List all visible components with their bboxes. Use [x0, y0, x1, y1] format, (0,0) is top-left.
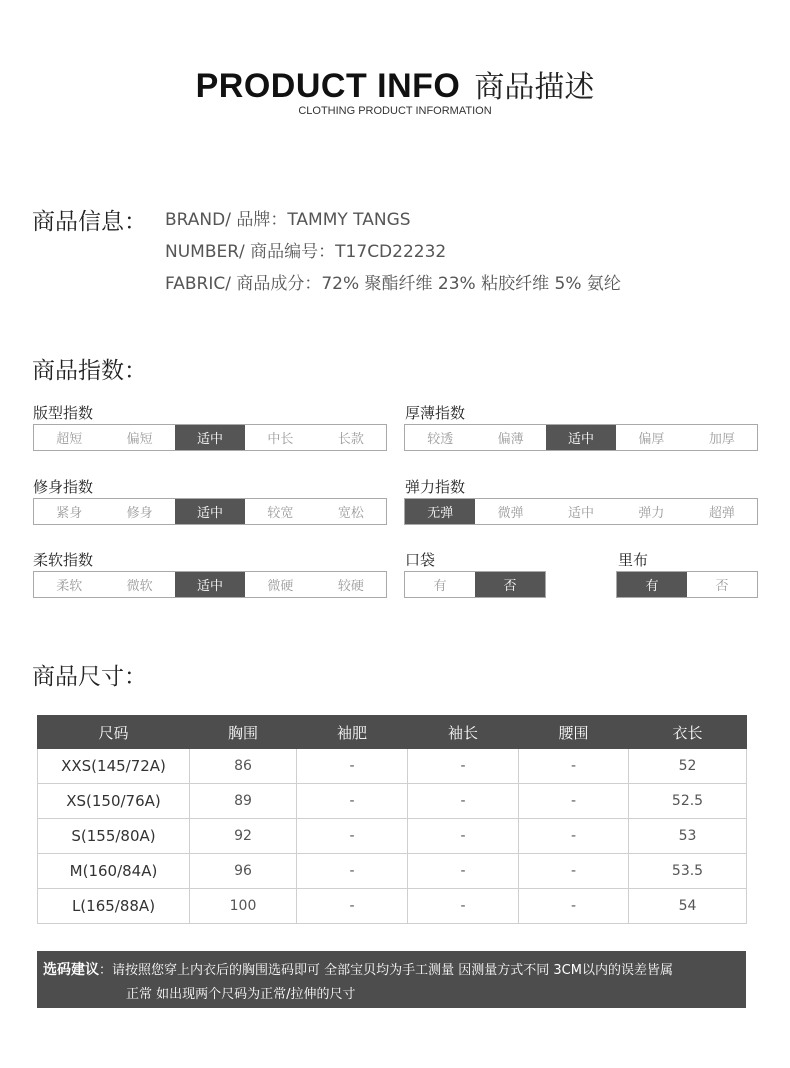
- size-value-cell: -: [408, 854, 519, 889]
- pocket-label: 口袋: [405, 551, 436, 569]
- size-advice-key: 选码建议: [43, 962, 99, 978]
- fit-option: 超短: [56, 432, 83, 447]
- size-advice-note: [37, 951, 746, 1008]
- elastic-option: 微弹: [497, 506, 524, 521]
- fit-option: 长款: [337, 432, 364, 447]
- soft-option: 柔软: [56, 579, 83, 594]
- size-value-cell: 86: [190, 749, 297, 784]
- fit-option: 中长: [267, 432, 294, 447]
- soft-option: 适中: [175, 572, 245, 597]
- size-column-header: 腰围: [519, 716, 629, 749]
- fit-option: 偏短: [126, 432, 153, 447]
- brand-line: BRAND/ 品牌：TAMMY TANGS: [165, 210, 411, 230]
- size-value-cell: 53: [629, 819, 747, 854]
- size-value-cell: 54: [629, 889, 747, 924]
- fit-option: 适中: [175, 425, 245, 450]
- size-value-cell: 53.5: [629, 854, 747, 889]
- elastic-index-scale: [404, 498, 758, 525]
- size-column-header: 袖肥: [297, 716, 408, 749]
- size-value-cell: -: [297, 749, 408, 784]
- soft-option: 微软: [126, 579, 153, 594]
- size-value-cell: -: [519, 854, 629, 889]
- slim-option: 较宽: [267, 506, 294, 521]
- slim-option: 适中: [175, 499, 245, 524]
- title-chinese: 商品描述: [474, 70, 595, 105]
- size-value-cell: 96: [190, 854, 297, 889]
- size-value-cell: -: [519, 784, 629, 819]
- page-subtitle: CLOTHING PRODUCT INFORMATION: [298, 105, 492, 117]
- slim-option: 宽松: [337, 506, 364, 521]
- size-column-header: 衣长: [629, 716, 747, 749]
- slim-index-label: 修身指数: [33, 478, 94, 496]
- page-title: [0, 62, 790, 106]
- slim-option: 紧身: [56, 506, 83, 521]
- size-section-label: 商品尺寸：: [32, 664, 147, 690]
- size-value-cell: -: [297, 854, 408, 889]
- soft-option: 微硬: [267, 579, 294, 594]
- lining-label: 里布: [618, 551, 649, 569]
- size-value-cell: -: [408, 749, 519, 784]
- size-value-cell: -: [519, 889, 629, 924]
- number-line: NUMBER/ 商品编号：T17CD22232: [165, 242, 447, 262]
- size-table-header: [38, 716, 747, 749]
- elastic-index-label: 弹力指数: [405, 478, 466, 496]
- size-column-header: 尺码: [38, 716, 190, 749]
- lining-option: 有: [617, 572, 687, 597]
- title-english: PRODUCT INFO: [195, 67, 461, 105]
- index-section-label: 商品指数：: [32, 358, 147, 384]
- thickness-option: 偏厚: [638, 432, 665, 447]
- size-value-cell: -: [519, 819, 629, 854]
- pocket-option: 有: [433, 579, 447, 594]
- size-value-cell: 100: [190, 889, 297, 924]
- thickness-option: 偏薄: [497, 432, 524, 447]
- thickness-option: 较透: [427, 432, 454, 447]
- size-value-cell: -: [297, 889, 408, 924]
- size-code-cell: S(155/80A): [38, 819, 190, 854]
- table-row: [38, 889, 747, 924]
- info-section-label: 商品信息：: [32, 209, 147, 235]
- slim-option: 修身: [126, 506, 153, 521]
- pocket-option: 否: [475, 572, 545, 597]
- size-code-cell: M(160/84A): [38, 854, 190, 889]
- size-advice-line2: 正常 如出现两个尺码为正常/拉伸的尺寸: [126, 987, 356, 1002]
- size-value-cell: -: [297, 819, 408, 854]
- thickness-index-label: 厚薄指数: [405, 404, 466, 422]
- fit-index-scale: [33, 424, 387, 451]
- size-value-cell: -: [408, 819, 519, 854]
- soft-option: 较硬: [337, 579, 364, 594]
- size-value-cell: -: [408, 784, 519, 819]
- elastic-option: 适中: [568, 506, 595, 521]
- size-code-cell: XXS(145/72A): [38, 749, 190, 784]
- size-value-cell: 52: [629, 749, 747, 784]
- table-row: [38, 819, 747, 854]
- slim-index-scale: [33, 498, 387, 525]
- size-column-header: 胸围: [190, 716, 297, 749]
- size-column-header: 袖长: [408, 716, 519, 749]
- size-value-cell: -: [519, 749, 629, 784]
- soft-index-scale: [33, 571, 387, 598]
- table-row: [38, 784, 747, 819]
- elastic-option: 无弹: [405, 499, 475, 524]
- size-advice-line1: ：请按照您穿上内衣后的胸围选码即可 全部宝贝均为手工测量 因测量方式不同 3CM以内的误差皆属: [99, 963, 673, 978]
- size-code-cell: XS(150/76A): [38, 784, 190, 819]
- thickness-option: 加厚: [708, 432, 735, 447]
- size-value-cell: -: [297, 784, 408, 819]
- soft-index-label: 柔软指数: [33, 551, 94, 569]
- table-row: [38, 854, 747, 889]
- lining-option: 否: [715, 579, 729, 594]
- thickness-option: 适中: [546, 425, 616, 450]
- size-value-cell: 89: [190, 784, 297, 819]
- elastic-option: 超弹: [708, 506, 735, 521]
- thickness-index-scale: [404, 424, 758, 451]
- size-value-cell: -: [408, 889, 519, 924]
- lining-scale: [616, 571, 758, 598]
- pocket-scale: [404, 571, 546, 598]
- table-row: [38, 749, 747, 784]
- size-value-cell: 92: [190, 819, 297, 854]
- fit-index-label: 版型指数: [33, 404, 94, 422]
- size-value-cell: 52.5: [629, 784, 747, 819]
- size-table: [37, 715, 747, 924]
- size-code-cell: L(165/88A): [38, 889, 190, 924]
- fabric-line: FABRIC/ 商品成分：72% 聚酯纤维 23% 粘胶纤维 5% 氨纶: [165, 274, 621, 294]
- elastic-option: 弹力: [638, 506, 665, 521]
